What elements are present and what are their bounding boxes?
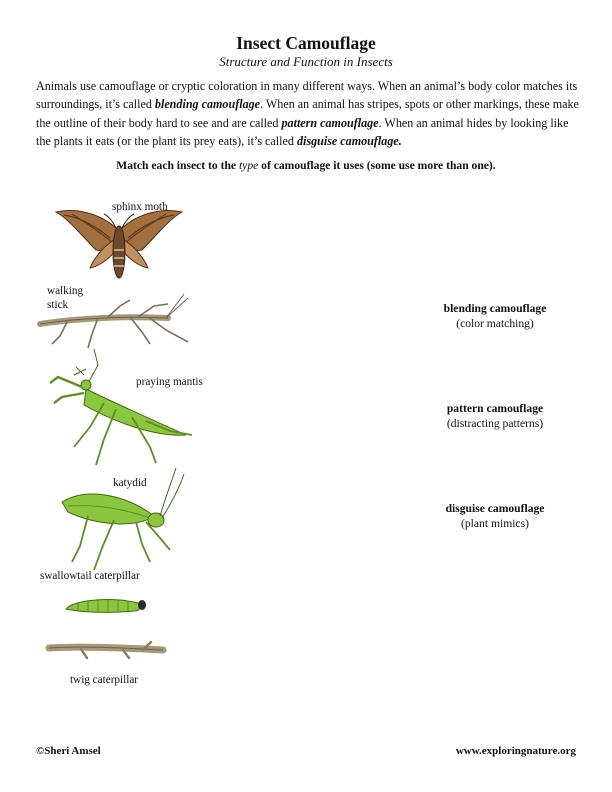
label-swallowtail-caterpillar: swallowtail caterpillar	[40, 570, 140, 582]
page-title: Insect Camouflage	[236, 33, 376, 53]
intro-text-1: Animals use camouflage or cryptic coloration in many different ways. When an animal’s body color matches its surroundings, it’s called	[36, 79, 578, 112]
term-disguise: disguise camouflage.	[296, 133, 402, 148]
category-blending	[400, 301, 590, 331]
twig-caterpillar-icon	[47, 638, 167, 662]
footer-copyright: ©Sheri Amsel	[36, 745, 101, 757]
term-pattern: pattern camouflage	[281, 115, 379, 130]
intro-text-3: . When an animal hides by looking like the plants it eats (or the plant its prey eats), it’s called	[36, 115, 569, 148]
intro-paragraph	[36, 77, 581, 150]
footer-website: www.exploringnature.org	[455, 745, 576, 757]
instruction	[0, 159, 612, 172]
instruction-em: type	[238, 159, 259, 172]
label-katydid: katydid	[113, 477, 147, 489]
label-walking-stick-line2: stick	[47, 299, 69, 311]
label-walking-stick-line1: walking	[47, 285, 84, 297]
category-pattern-name: pattern camouflage	[446, 402, 544, 415]
page-subtitle: Structure and Function in Insects	[219, 54, 393, 69]
category-blending-name: blending camouflage	[443, 302, 547, 315]
sphinx-moth-icon	[52, 206, 186, 282]
category-pattern	[400, 401, 590, 431]
instruction-post: of camouflage it uses (some use more than one).	[258, 159, 496, 172]
category-disguise-desc: (plant mimics)	[461, 517, 529, 530]
intro-text-2: . When an animal has stripes, spots or other markings, these make the outline of their body hard to see and are called	[36, 97, 579, 130]
swallowtail-caterpillar-icon	[64, 593, 148, 615]
term-blending: blending camouflage	[154, 97, 261, 112]
instruction-pre: Match each insect to the	[116, 159, 239, 172]
label-praying-mantis: praying mantis	[136, 376, 203, 388]
category-disguise-name: disguise camouflage	[445, 502, 545, 515]
walking-stick-icon	[38, 292, 194, 350]
category-pattern-desc: (distracting patterns)	[446, 417, 544, 430]
label-sphinx-moth: sphinx moth	[112, 201, 168, 213]
category-blending-desc: (color matching)	[456, 317, 534, 330]
label-twig-caterpillar: twig caterpillar	[70, 674, 139, 686]
category-disguise	[400, 501, 590, 531]
praying-mantis-icon	[46, 347, 192, 467]
